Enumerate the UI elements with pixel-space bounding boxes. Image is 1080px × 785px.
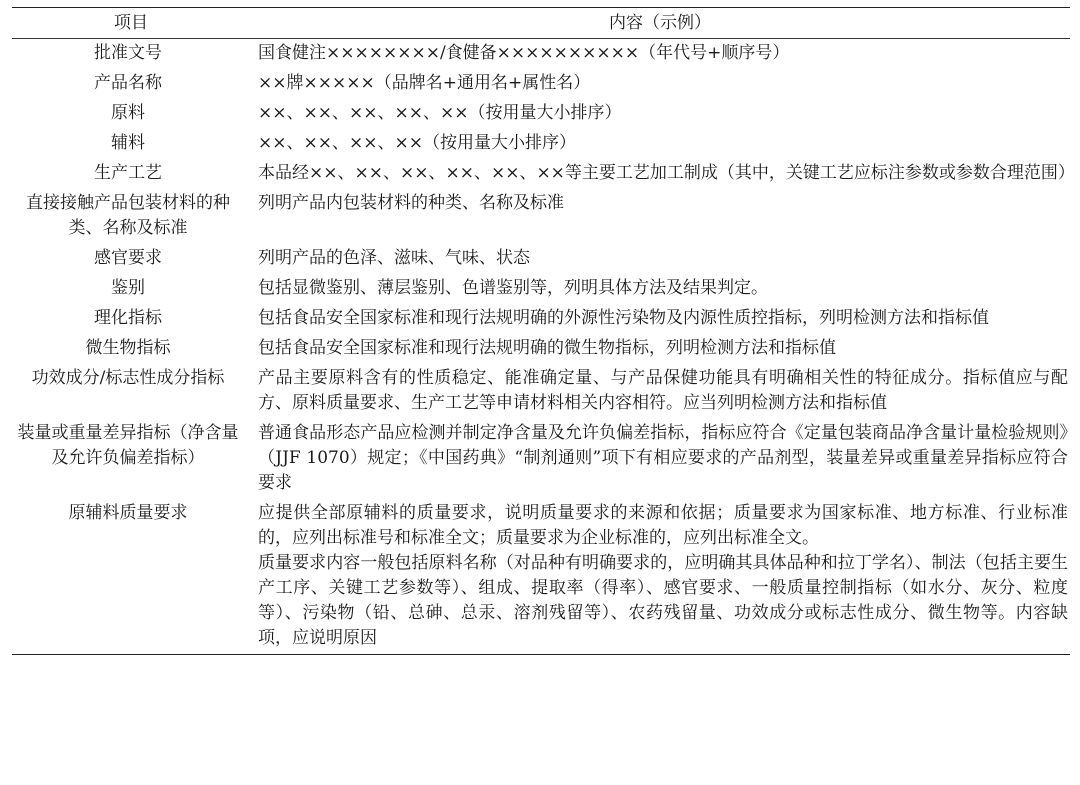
row-content: 本品经××、××、××、××、××、××等主要工艺加工制成（其中，关键工艺应标注参数或参数合理范围）	[258, 163, 1075, 183]
row-item: 理化指标	[94, 308, 162, 328]
row-content: 列明产品内包装材料的种类、名称及标准	[258, 193, 564, 213]
row-item: 功效成分/标志性成分指标	[31, 368, 225, 388]
table-row	[12, 364, 1070, 419]
row-content: 普通食品形态产品应检测并制定净含量及允许负偏差指标，指标应符合《定量包装商品净含量计量检验规则》（JJF 1070）规定；《中国药典》“制剂通则”项下有相应要求的产品剂型，装量差异或重量差异指标应符合要求	[258, 423, 1068, 493]
table-row	[12, 274, 1070, 304]
row-item: 生产工艺	[94, 163, 162, 183]
row-item: 装量或重量差异指标（净含量及允许负偏差指标）	[17, 423, 239, 468]
header-content: 内容（示例）	[250, 8, 1070, 39]
table-row	[12, 189, 1070, 244]
header-item: 项目	[12, 8, 250, 39]
row-content: ××、××、××、××（按用量大小排序）	[258, 133, 576, 153]
row-item: 直接接触产品包装材料的种类、名称及标准	[26, 193, 230, 238]
row-item: 原料	[111, 103, 145, 123]
row-content: 包括显微鉴别、薄层鉴别、色谱鉴别等，列明具体方法及结果判定。	[258, 278, 768, 298]
row-content: 包括食品安全国家标准和现行法规明确的微生物指标，列明检测方法和指标值	[258, 338, 836, 358]
row-item: 感官要求	[94, 248, 162, 268]
row-content: 应提供全部原辅料的质量要求，说明质量要求的来源和依据；质量要求为国家标准、地方标准、行业标准的，应列出标准号和标准全文；质量要求为企业标准的，应列出标准全文。 质量要求内容一般包括原料名称（对品种有明确要求的，应明确其具体品种和拉丁学名）、制法（包括主要生产工序、关键工艺参数等）、组成、提取率（得率）、感官要求、一般质量控制指标（如水分、灰分、粒度等）、污染物（铅、总砷、总汞、溶剂残留等）、农药残留量、功效成分或标志性成分、微生物等。内容缺项，应说明原因	[258, 503, 1068, 648]
table-row	[12, 244, 1070, 274]
table-row	[12, 159, 1070, 189]
row-content: ××、××、××、××、××（按用量大小排序）	[258, 103, 622, 123]
row-content: 列明产品的色泽、滋味、气味、状态	[258, 248, 530, 268]
row-item: 微生物指标	[85, 338, 171, 358]
table-body	[12, 39, 1075, 655]
table-row	[12, 39, 1070, 70]
row-content: 产品主要原料含有的性质稳定、能准确定量、与产品保健功能具有明确相关性的特征成分。指标值应与配方、原料质量要求、生产工艺等申请材料相关内容相符。应当列明检测方法和指标值	[258, 368, 1068, 413]
row-item: 原辅料质量要求	[68, 503, 188, 523]
table-row	[12, 129, 1070, 159]
table-row	[12, 419, 1070, 499]
row-content: 国食健注××××××××/食健备××××××××××（年代号+顺序号）	[258, 43, 790, 63]
table-row	[12, 334, 1070, 364]
table-row	[12, 499, 1070, 655]
row-content: 包括食品安全国家标准和现行法规明确的外源性污染物及内源性质控指标，列明检测方法和指标值	[258, 308, 989, 328]
requirements-table	[12, 7, 1075, 655]
row-item: 产品名称	[94, 73, 162, 93]
row-content: ××牌×××××（品牌名+通用名+属性名）	[258, 73, 591, 93]
table-row	[12, 69, 1070, 99]
table-header	[12, 8, 1070, 39]
row-item: 辅料	[111, 133, 145, 153]
header-row	[12, 8, 1070, 39]
row-item: 批准文号	[94, 43, 162, 63]
row-item: 鉴别	[111, 278, 145, 298]
table-row	[12, 99, 1070, 129]
table-row	[12, 304, 1070, 334]
